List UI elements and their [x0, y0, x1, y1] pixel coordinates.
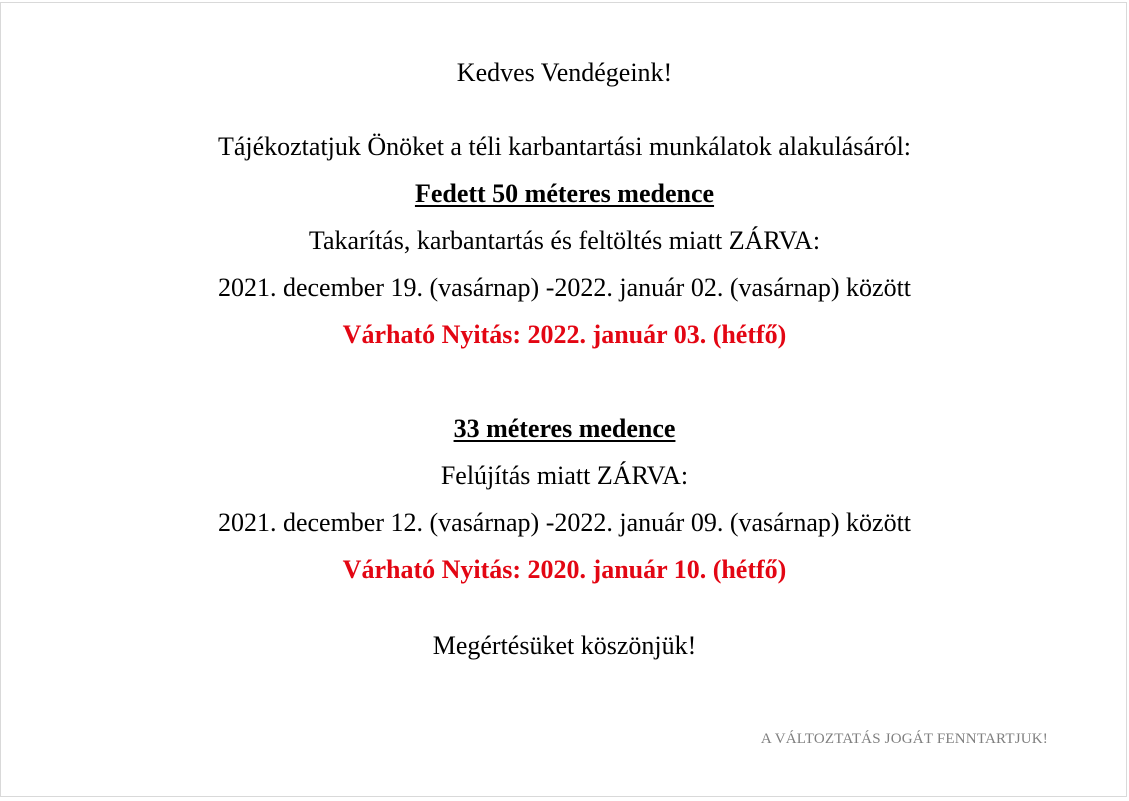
expected-opening: Várható Nyitás: 2022. január 03. (hétfő) — [342, 320, 787, 349]
notice-page — [0, 2, 1127, 797]
footer-note: A VÁLTOZTATÁS JOGÁT FENNTARTJUK! — [760, 731, 1048, 747]
section-heading: Fedett 50 méteres medence — [414, 179, 715, 208]
closure-period: 2021. december 19. (vasárnap) -2022. január 02. (vasárnap) között — [217, 273, 912, 302]
closure-period: 2021. december 12. (vasárnap) -2022. január 09. (vasárnap) között — [217, 508, 912, 537]
section-heading: 33 méteres medence — [453, 414, 676, 443]
closure-reason: Takarítás, karbantartás és feltöltés miatt ZÁRVA: — [308, 226, 821, 255]
closing-text: Megértésüket köszönjük! — [432, 631, 697, 660]
greeting: Kedves Vendégeink! — [456, 58, 673, 87]
closure-reason: Felújítás miatt ZÁRVA: — [440, 461, 689, 490]
expected-opening: Várható Nyitás: 2020. január 10. (hétfő) — [342, 555, 787, 584]
intro-text: Tájékoztatjuk Önöket a téli karbantartási munkálatok alakulásáról: — [217, 132, 912, 161]
